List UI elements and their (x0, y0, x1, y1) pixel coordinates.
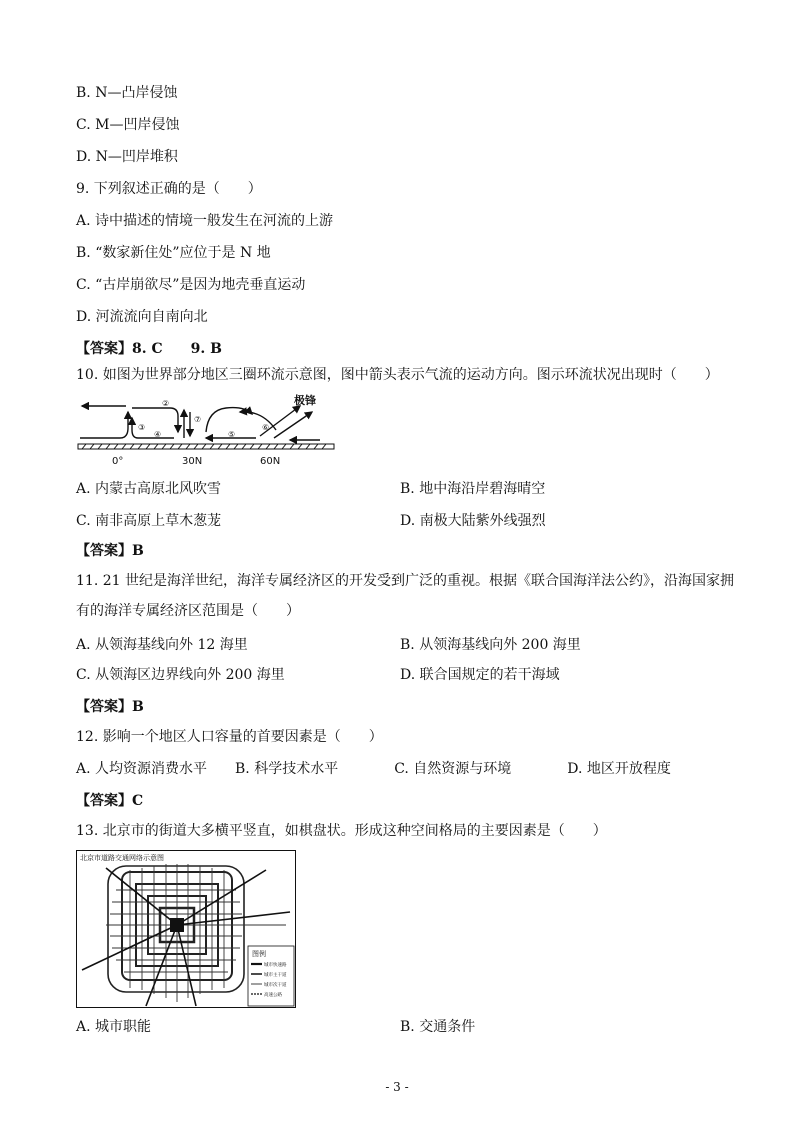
q13-stem: 13. 北京市的街道大多横平竖直，如棋盘状。形成这种空间格局的主要因素是（ ） (76, 823, 607, 839)
q10-stem: 10. 如图为世界部分地区三圈环流示意图，图中箭头表示气流的运动方向。图示环流状况出现时（ ） (76, 367, 719, 383)
q11-stem-line2: 有的海洋专属经济区范围是（ ） (76, 603, 300, 619)
q11-option-d: D. 联合国规定的若干海域 (400, 667, 560, 683)
q11-option-c: C. 从领海区边界线向外 200 海里 (76, 667, 285, 683)
q11-option-a: A. 从领海基线向外 12 海里 (76, 637, 248, 653)
legend-title: 图例 (252, 950, 266, 958)
q9-stem: 9. 下列叙述正确的是（ ） (76, 181, 262, 197)
legend-item-1: 城市快速路 (264, 963, 287, 968)
q9-option-a: A. 诗中描述的情境一般发生在河流的上游 (76, 213, 334, 229)
q13-option-b: B. 交通条件 (400, 1019, 476, 1035)
q10-option-c: C. 南非高原上草木葱茏 (76, 513, 222, 529)
cell-label-3: ③ (138, 423, 146, 432)
latitude-label-30: 30N (182, 456, 203, 467)
map-title: 北京市道路交通网络示意图 (80, 854, 164, 862)
answer-10: 【答案】B (76, 543, 144, 559)
q9-option-b: B. “数家新住处”应位于是 N 地 (76, 245, 271, 261)
legend-item-2: 城市主干道 (264, 973, 287, 978)
beijing-road-network-map (76, 850, 296, 1008)
q8-option-c: C. M—凹岸侵蚀 (76, 117, 180, 133)
answer-12: 【答案】C (76, 793, 144, 809)
legend-item-4: 高速公路 (264, 993, 282, 998)
q10-option-b: B. 地中海沿岸碧海晴空 (400, 481, 546, 497)
q8-option-b: B. N—凸岸侵蚀 (76, 85, 178, 101)
polar-front-label: 极锋 (294, 394, 316, 407)
q8-option-d: D. N—凹岸堆积 (76, 149, 178, 165)
q13-option-a: A. 城市职能 (76, 1019, 152, 1035)
cell-label-2: ② (162, 399, 170, 408)
cell-label-5: ⑤ (228, 430, 236, 439)
q9-option-d: D. 河流流向自南向北 (76, 309, 208, 325)
page-number: - 3 - (385, 1080, 409, 1094)
latitude-label-0: 0° (112, 456, 124, 467)
three-cell-circulation-diagram (76, 392, 336, 472)
q11-option-b: B. 从领海基线向外 200 海里 (400, 637, 581, 653)
cell-label-6: ⑥ (262, 423, 270, 432)
map-legend (248, 946, 294, 1006)
cell-label-7: ⑦ (194, 415, 202, 424)
q10-option-d: D. 南极大陆紫外线强烈 (400, 513, 546, 529)
q10-option-a: A. 内蒙古高原北风吹雪 (76, 481, 222, 497)
answer-8-9: 【答案】8. C 9. B (76, 341, 222, 357)
latitude-label-60: 60N (260, 456, 281, 467)
q9-option-c: C. “古岸崩欲尽”是因为地壳垂直运动 (76, 277, 306, 293)
q12-stem: 12. 影响一个地区人口容量的首要因素是（ ） (76, 729, 383, 745)
cell-label-4: ④ (154, 430, 162, 439)
q11-stem-line1: 11. 21 世纪是海洋世纪，海洋专属经济区的开发受到广泛的重视。根据《联合国海洋法公约》，沿海国家拥 (76, 573, 734, 589)
legend-item-3: 城市次干道 (264, 983, 287, 988)
q12-options: A. 人均资源消费水平 B. 科学技术水平 C. 自然资源与环境 D. 地区开放程度 (76, 761, 671, 777)
answer-11: 【答案】B (76, 699, 144, 715)
